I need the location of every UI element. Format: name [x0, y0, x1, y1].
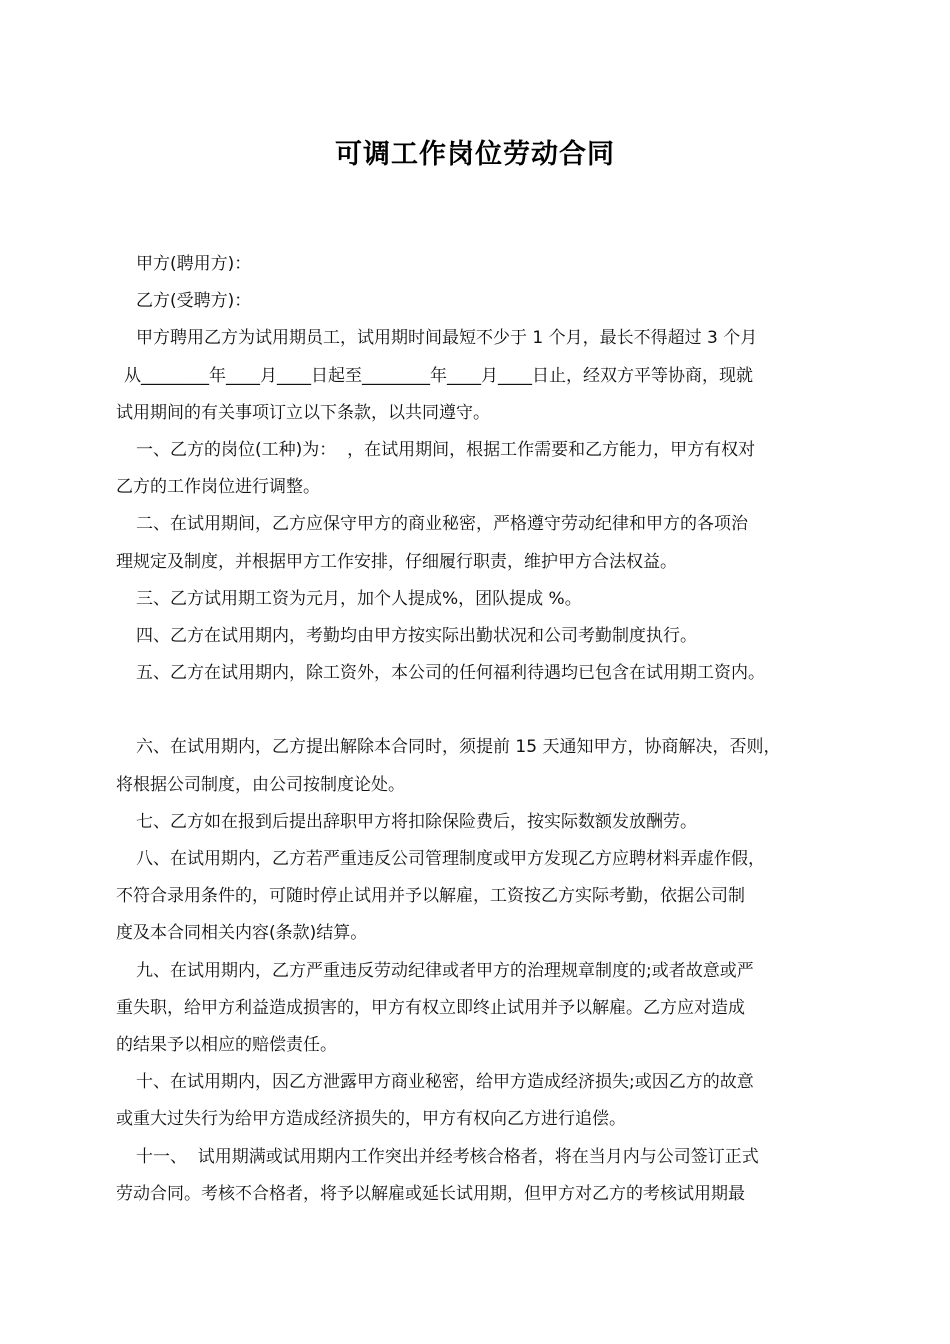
- clause-9-line-2: 重失职，给甲方利益造成损害的，甲方有权立即终止试用并予以解雇。乙方应对造成: [116, 997, 745, 1018]
- clause-1-line-2: 乙方的工作岗位进行调整。: [116, 477, 320, 498]
- clause-2-line-2: 理规定及制度，并根据甲方工作安排，仔细履行职责，维护甲方合法权益。: [116, 551, 677, 572]
- clause-10-line-1: 十、在试用期内，因乙方泄露甲方商业秘密，给甲方造成经济损失;或因乙方的故意: [136, 1072, 754, 1093]
- party-a-line: 甲方(聘用方)：: [136, 254, 252, 274]
- clause-9-line-1: 九、在试用期内，乙方严重违反劳动纪律或者甲方的治理规章制度的;或者故意或严: [136, 960, 754, 981]
- intro-line-2: 从________年____月____日起至________年____月____日止，经双方平等协商，现就: [124, 365, 753, 386]
- clause-7-line: 七、乙方如在报到后提出辞职甲方将扣除保险费后，按实际数额发放酬劳。: [136, 811, 697, 832]
- clause-2-line-1: 二、在试用期间，乙方应保守甲方的商业秘密，严格遵守劳动纪律和甲方的各项治: [136, 514, 748, 535]
- clause-11-line-2: 劳动合同。考核不合格者，将予以解雇或延长试用期，但甲方对乙方的考核试用期最: [116, 1183, 745, 1204]
- clause-6-line-2: 将根据公司制度，由公司按制度论处。: [116, 774, 405, 795]
- clause-3-line: 三、乙方试用期工资为元月，加个人提成%，团队提成 %。: [136, 588, 582, 609]
- document-title: 可调工作岗位劳动合同: [335, 139, 615, 170]
- document-body: [116, 246, 851, 1213]
- clause-6-line-1: 六、在试用期内，乙方提出解除本合同时，须提前 15 天通知甲方，协商解决，否则，: [136, 737, 781, 758]
- clause-5-line: 五、乙方在试用期内，除工资外，本公司的任何福利待遇均已包含在试用期工资内。: [136, 663, 765, 684]
- clause-8-line-1: 八、在试用期内，乙方若严重违反公司管理制度或甲方发现乙方应聘材料弄虚作假，: [136, 849, 765, 870]
- clause-10-line-2: 或重大过失行为给甲方造成经济损失的，甲方有权向乙方进行追偿。: [116, 1109, 626, 1130]
- paragraph-gap: [116, 692, 851, 729]
- intro-line-3: 试用期间的有关事项订立以下条款，以共同遵守。: [116, 402, 490, 423]
- clause-4-line: 四、乙方在试用期内，考勤均由甲方按实际出勤状况和公司考勤制度执行。: [136, 626, 697, 647]
- clause-8-line-2: 不符合录用条件的，可随时停止试用并予以解雇，工资按乙方实际考勤，依据公司制: [116, 886, 745, 907]
- clause-1-line-1: 一、乙方的岗位(工种)为： ，在试用期间，根据工作需要和乙方能力，甲方有权对: [136, 440, 756, 461]
- clause-11-line-1: 十一、 试用期满或试用期内工作突出并经考核合格者，将在当月内与公司签订正式: [136, 1146, 759, 1167]
- party-b-line: 乙方(受聘方)：: [136, 291, 252, 312]
- clause-8-line-3: 度及本合同相关内容(条款)结算。: [116, 923, 368, 944]
- intro-line-1: 甲方聘用乙方为试用期员工，试用期时间最短不少于 1 个月，最长不得超过 3 个月: [136, 328, 758, 349]
- clause-9-line-3: 的结果予以相应的赔偿责任。: [116, 1035, 337, 1056]
